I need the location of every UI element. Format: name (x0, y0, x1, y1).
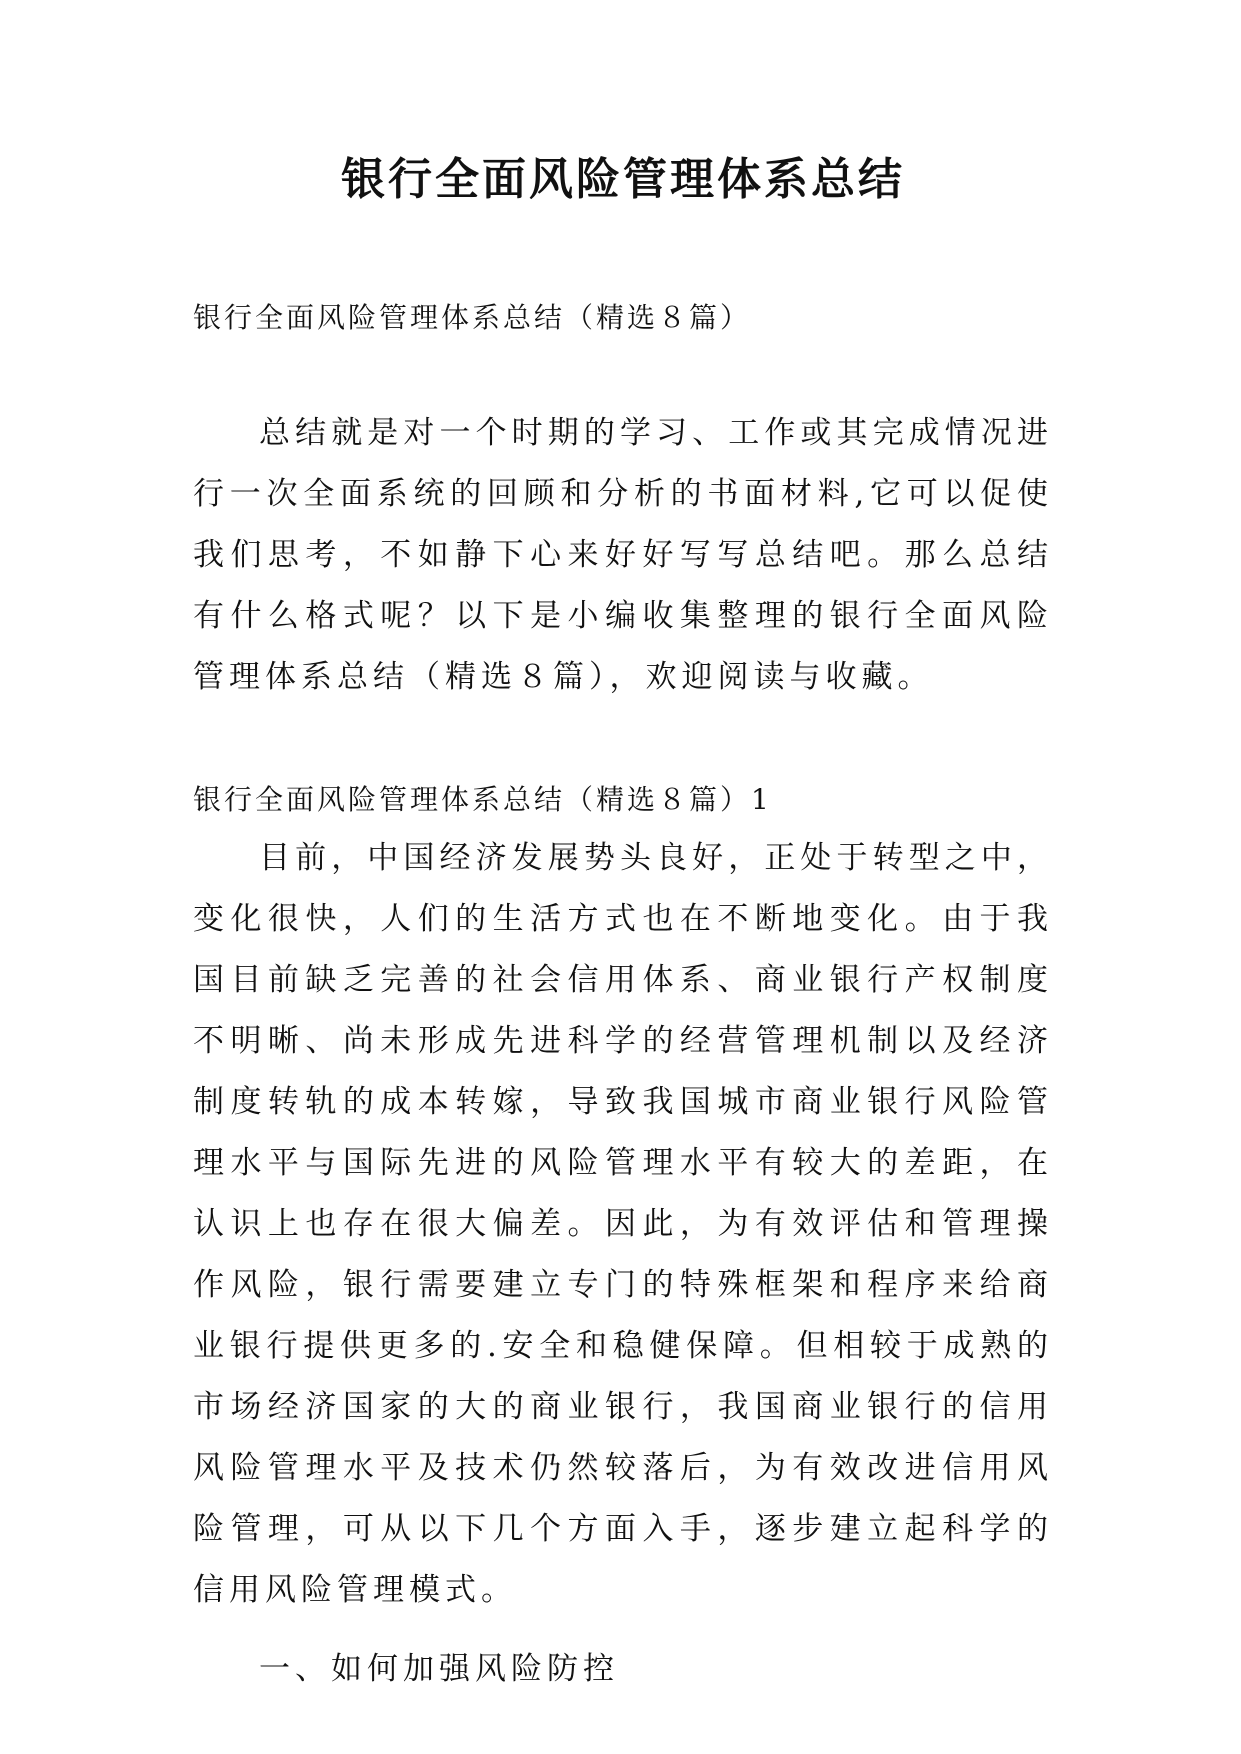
subsection-heading: 一、如何加强风险防控 (259, 1651, 619, 1687)
document-title: 银行全面风险管理体系总结 (341, 154, 905, 205)
document-subtitle: 银行全面风险管理体系总结（精选８篇） (193, 301, 752, 334)
document-content (193, 150, 1053, 1700)
intro-paragraph: 总结就是对一个时期的学习、工作或其完成情况进行一次全面系统的回顾和分析的书面材料,它可以促使我们思考，不如静下心来好好写写总结吧。那么总结有什么格式呢？以下是小编收集整理的银行全面风险管理体系总结（精选８篇），欢迎阅读与收藏。 (193, 415, 1053, 695)
body-paragraph: 目前，中国经济发展势头良好，正处于转型之中，变化很快，人们的生活方式也在不断地变化。由于我国目前缺乏完善的社会信用体系、商业银行产权制度不明晰、尚未形成先进科学的经营管理机制以及经济制度转轨的成本转嫁，导致我国城市商业银行风险管理水平与国际先进的风险管理水平有较大的差距，在认识上也存在很大偏差。因此，为有效评估和管理操作风险，银行需要建立专门的特殊框架和程序来给商业银行提供更多的.安全和稳健保障。但相较于成熟的市场经济国家的大的商业银行，我国商业银行的信用风险管理水平及技术仍然较落后，为有效改进信用风险管理，可从以下几个方面入手，逐步建立起科学的信用风险管理模式。 (193, 840, 1053, 1608)
section-title: 银行全面风险管理体系总结（精选８篇）1 (193, 783, 772, 816)
